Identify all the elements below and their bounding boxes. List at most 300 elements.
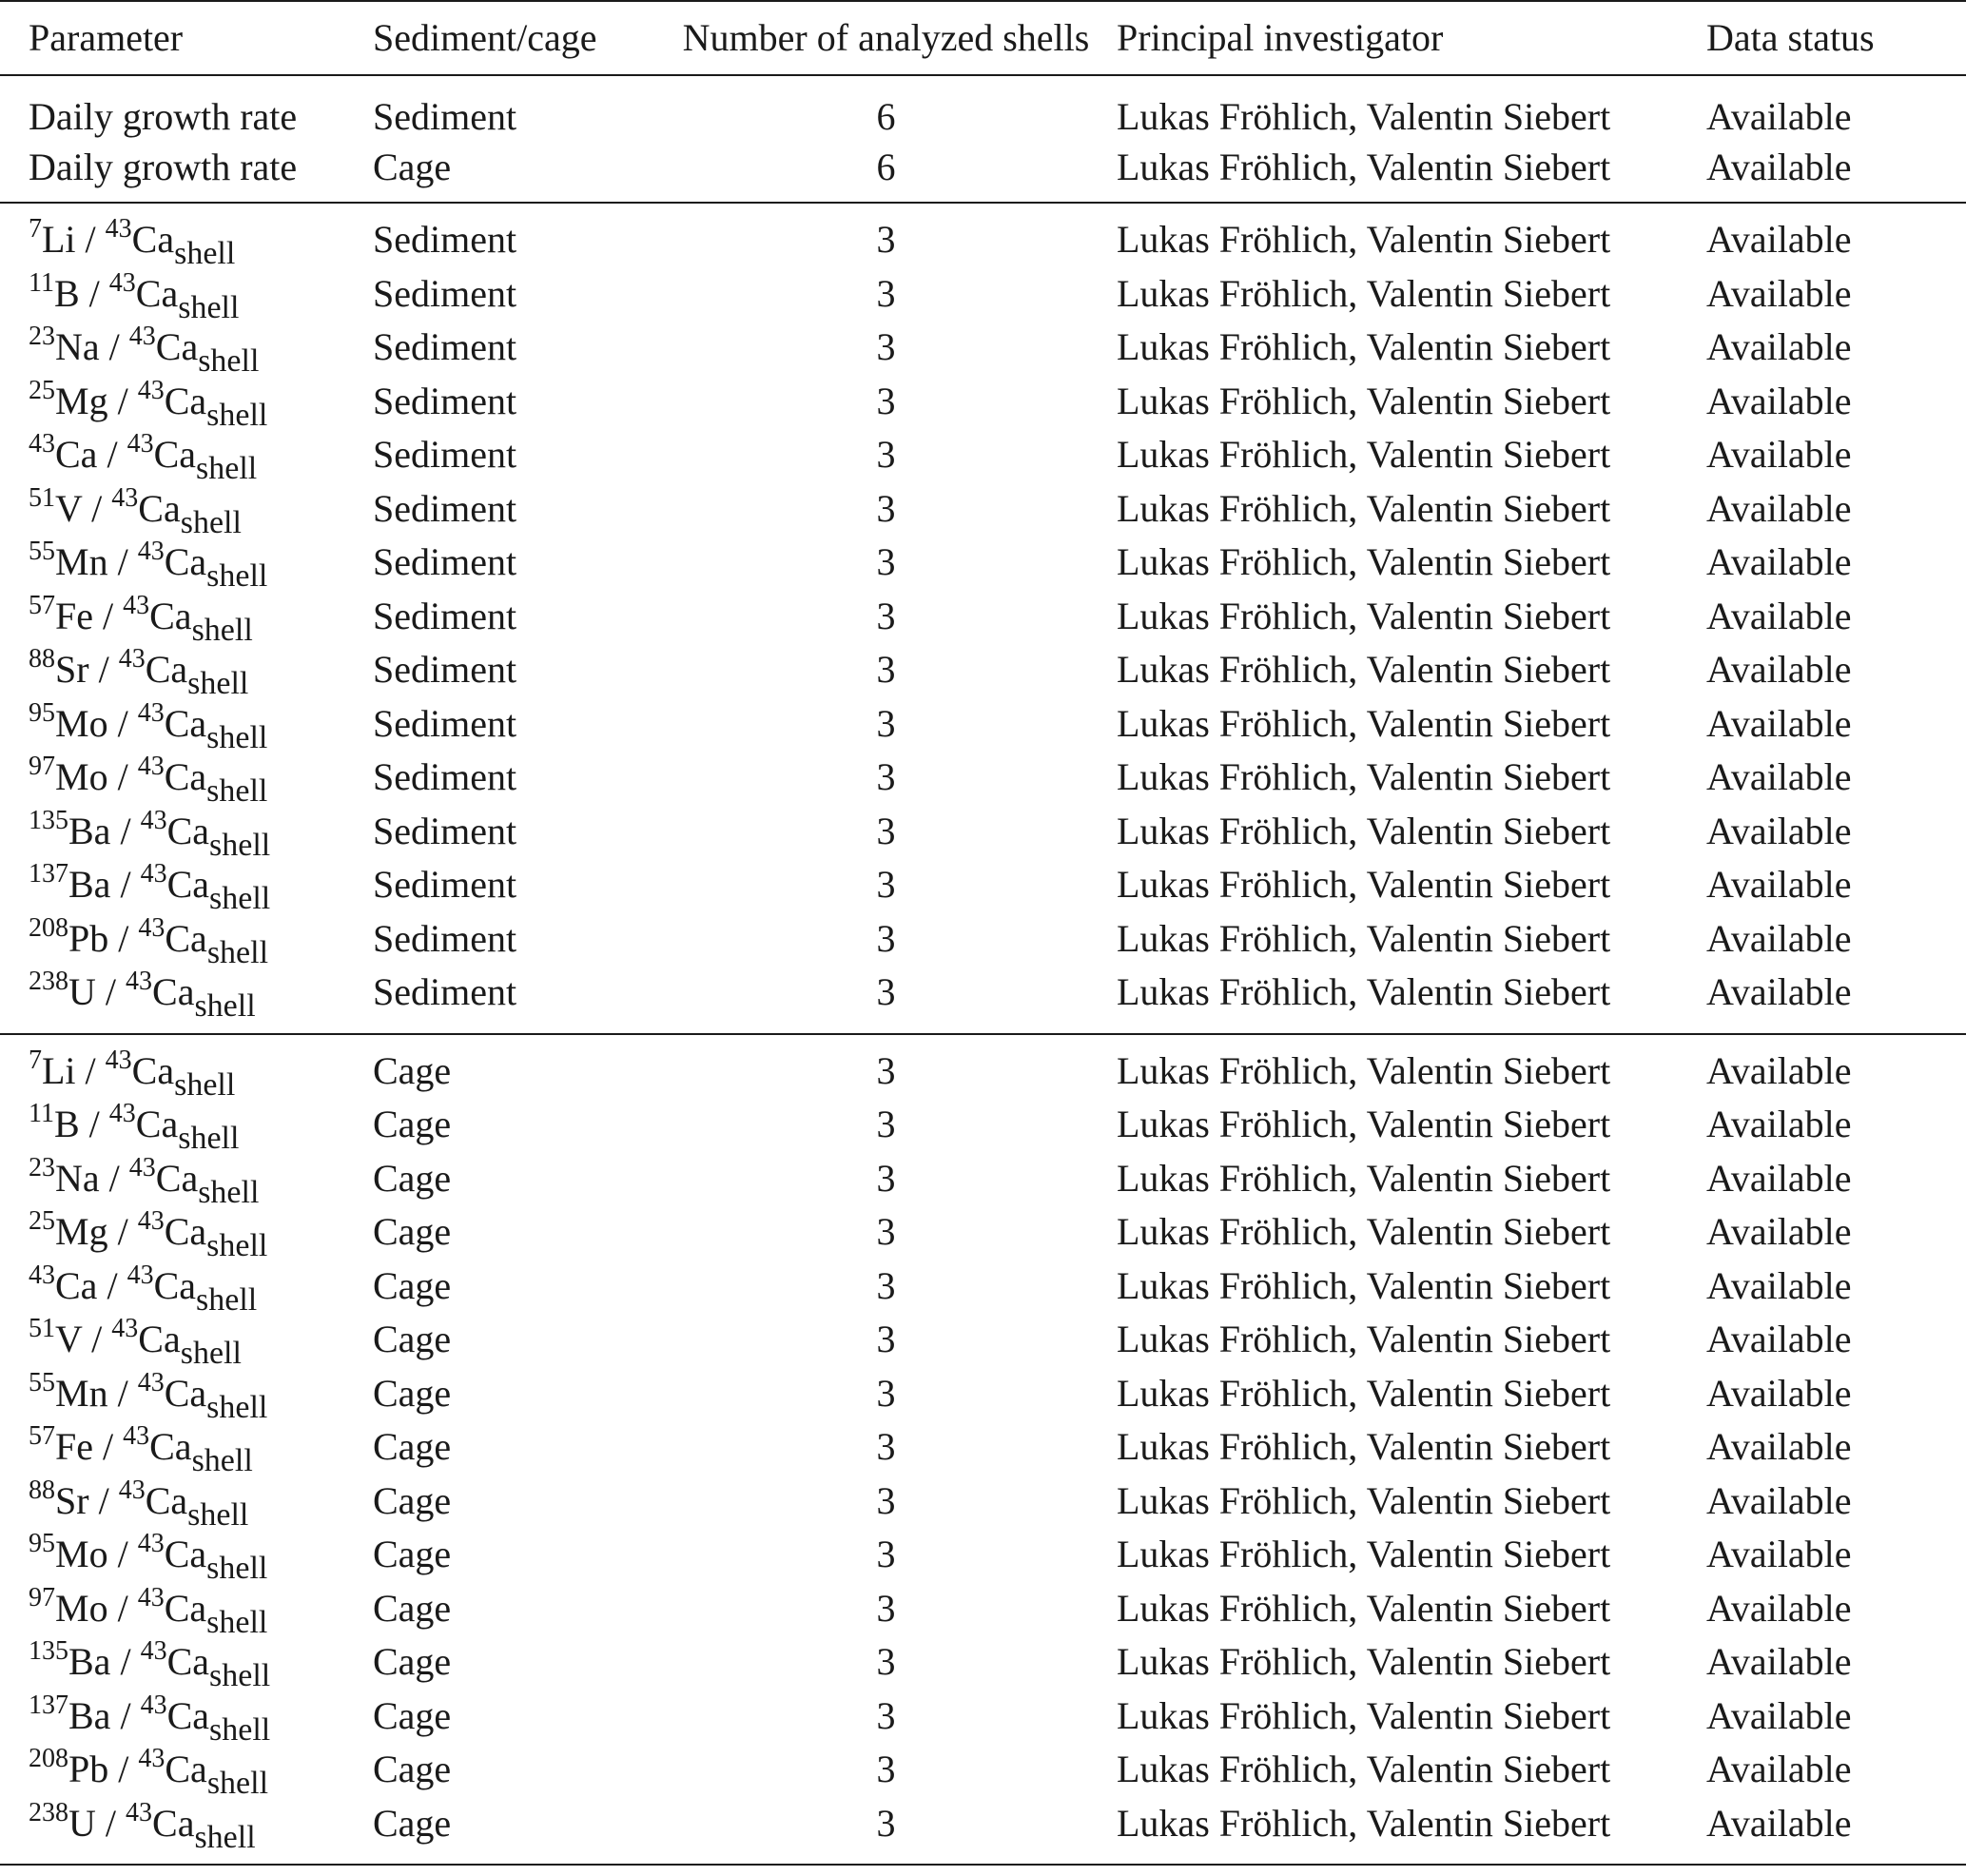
table-row [0, 1034, 1966, 1099]
isotope-mass: 88 [29, 1475, 55, 1505]
isotope-mass: 57 [29, 1421, 55, 1452]
denominator-isotope-mass: 43 [105, 1045, 132, 1075]
investigator-cell: Lukas Fröhlich, Valentin Siebert [1117, 809, 1611, 852]
denominator-subscript: shell [194, 988, 256, 1025]
isotope-mass: 137 [29, 859, 68, 889]
isotope-mass: 7 [29, 214, 42, 244]
sediment-cage-cell: Sediment [373, 379, 517, 422]
denominator-subscript: shell [206, 558, 268, 595]
sediment-cage-cell: Sediment [373, 916, 517, 960]
sediment-cage-cell: Sediment [373, 594, 517, 637]
investigator-cell: Lukas Fröhlich, Valentin Siebert [1117, 701, 1611, 745]
shell-count-cell: 3 [876, 1103, 896, 1146]
table-row [0, 482, 1966, 537]
investigator-cell: Lukas Fröhlich, Valentin Siebert [1117, 755, 1611, 799]
denominator-isotope-mass: 43 [127, 1260, 154, 1290]
denominator-element: Ca [155, 325, 199, 369]
ratio-separator: / [110, 1640, 141, 1684]
status-cell: Available [1706, 1478, 1852, 1522]
status-cell: Available [1706, 1797, 1966, 1866]
sediment-cage-cell: Cage [373, 1533, 452, 1576]
denominator-isotope-mass: 43 [137, 697, 165, 728]
parameter-cell [0, 1690, 373, 1748]
table-row [0, 203, 1966, 267]
table-row [0, 1743, 1966, 1797]
denominator-element: Ca [145, 648, 188, 692]
denominator-subscript: shell [198, 1174, 260, 1210]
sediment-cage-cell: Cage [373, 145, 452, 188]
table-row [0, 1098, 1966, 1152]
denominator-subscript: shell [178, 289, 240, 325]
table-row [0, 1420, 1966, 1475]
denominator-element: Ca [166, 809, 209, 852]
denominator-isotope-mass: 43 [128, 322, 156, 352]
table-row [0, 805, 1966, 859]
sediment-cage-cell: Cage [373, 1103, 452, 1146]
sediment-cage-cell: Sediment [373, 755, 517, 799]
element-symbol: Ba [68, 809, 111, 852]
element-symbol: Fe [55, 1425, 93, 1469]
table-row [0, 1582, 1966, 1636]
parameter-cell [0, 590, 373, 648]
status-cell: Available [1706, 970, 1852, 1014]
sediment-cage-cell: Sediment [373, 970, 517, 1014]
ratio-separator: / [93, 594, 124, 637]
investigator-cell: Lukas Fröhlich, Valentin Siebert [1117, 379, 1611, 422]
ratio-separator: / [95, 970, 127, 1014]
table-row [0, 1260, 1966, 1314]
ratio-separator: / [108, 916, 139, 960]
investigator-cell: Lukas Fröhlich, Valentin Siebert [1117, 1693, 1611, 1737]
status-cell: Available [1706, 1533, 1852, 1576]
element-symbol: B [53, 271, 80, 315]
denominator-subscript: shell [206, 1228, 268, 1264]
table-row [0, 1635, 1966, 1690]
denominator-element: Ca [164, 379, 207, 422]
denominator-subscript: shell [187, 1496, 249, 1533]
denominator-element: Ca [164, 540, 207, 584]
denominator-element: Ca [149, 594, 192, 637]
sediment-cage-cell: Cage [373, 1640, 452, 1684]
denominator-isotope-mass: 43 [111, 482, 139, 513]
denominator-element: Ca [135, 271, 179, 315]
status-cell: Available [1706, 701, 1852, 745]
ratio-separator: / [110, 1693, 141, 1737]
element-symbol: B [53, 1103, 80, 1146]
table-row [0, 1690, 1966, 1744]
shell-count-cell: 3 [876, 594, 896, 637]
investigator-cell: Lukas Fröhlich, Valentin Siebert [1117, 1640, 1611, 1684]
isotope-mass: 238 [29, 967, 68, 997]
ratio-separator: / [79, 1103, 109, 1146]
denominator-element: Ca [152, 970, 195, 1014]
status-cell: Available [1706, 648, 1852, 692]
element-symbol: V [55, 1318, 83, 1361]
parameter-cell [0, 1205, 373, 1264]
denominator-isotope-mass: 43 [108, 1099, 136, 1129]
investigator-cell: Lukas Fröhlich, Valentin Siebert [1117, 203, 1706, 267]
table-row [0, 1367, 1966, 1421]
parameter-cell [0, 428, 373, 487]
status-cell: Available [1706, 863, 1852, 907]
sediment-cage-cell: Cage [373, 1586, 452, 1630]
parameter-cell [0, 1367, 373, 1425]
parameter-cell [0, 643, 373, 702]
denominator-element: Ca [131, 218, 175, 262]
table-row [0, 590, 1966, 644]
element-symbol: Ca [55, 433, 98, 477]
denominator-element: Ca [166, 1693, 209, 1737]
investigator-cell: Lukas Fröhlich, Valentin Siebert [1117, 1156, 1611, 1200]
denominator-subscript: shell [191, 612, 253, 648]
isotope-mass: 95 [29, 1529, 55, 1559]
sediment-cage-cell: Sediment [373, 486, 517, 530]
shell-count-cell: 3 [876, 433, 896, 477]
parameter-cell [0, 1797, 373, 1866]
table-row [0, 375, 1966, 429]
isotope-mass: 238 [29, 1797, 68, 1827]
isotope-mass: 51 [29, 482, 55, 513]
denominator-subscript: shell [180, 504, 242, 540]
ratio-separator: / [75, 1048, 106, 1092]
investigator-cell: Lukas Fröhlich, Valentin Siebert [1117, 1263, 1611, 1307]
denominator-subscript: shell [194, 1819, 256, 1855]
element-symbol: U [68, 1801, 96, 1845]
table-row [0, 75, 1966, 142]
shell-count-cell: 3 [876, 1425, 896, 1469]
denominator-isotope-mass: 43 [127, 429, 154, 459]
sediment-cage-cell: Cage [373, 1797, 655, 1866]
investigator-cell: Lukas Fröhlich, Valentin Siebert [1117, 863, 1611, 907]
status-cell: Available [1706, 203, 1966, 267]
status-cell: Available [1706, 325, 1852, 369]
element-symbol: Fe [55, 594, 93, 637]
denominator-element: Ca [149, 1425, 192, 1469]
denominator-element: Ca [164, 1586, 207, 1630]
header-row [0, 1, 1966, 75]
parameter-cell [0, 1528, 373, 1587]
element-symbol: Na [55, 1156, 100, 1200]
denominator-subscript: shell [178, 1121, 240, 1157]
status-cell: Available [1706, 1103, 1852, 1146]
shell-count-cell: 3 [876, 755, 896, 799]
table-row [0, 1475, 1966, 1529]
investigator-cell: Lukas Fröhlich, Valentin Siebert [1117, 433, 1611, 477]
table-row [0, 428, 1966, 482]
isotope-mass: 23 [29, 322, 55, 352]
shell-count-cell: 3 [655, 203, 1117, 267]
table-row [0, 1313, 1966, 1367]
sediment-cage-cell: Cage [373, 1034, 655, 1099]
denominator-subscript: shell [209, 827, 271, 863]
investigator-cell: Lukas Fröhlich, Valentin Siebert [1117, 145, 1611, 188]
parameter-cell [0, 858, 373, 917]
ratio-separator: / [97, 433, 127, 477]
ratio-separator: / [107, 1371, 138, 1415]
element-symbol: Pb [68, 916, 109, 960]
header-number-of-shells: Number of analyzed shells [655, 1, 1117, 75]
status-cell: Available [1706, 755, 1852, 799]
denominator-element: Ca [166, 1640, 209, 1684]
isotope-mass: 11 [29, 267, 54, 298]
sediment-cage-cell: Cage [373, 1210, 452, 1254]
denominator-isotope-mass: 43 [137, 1582, 165, 1612]
element-symbol: Mo [55, 701, 108, 745]
investigator-cell: Lukas Fröhlich, Valentin Siebert [1117, 1478, 1611, 1522]
ratio-separator: / [108, 1748, 139, 1791]
denominator-subscript: shell [174, 236, 236, 272]
investigator-cell: Lukas Fröhlich, Valentin Siebert [1117, 970, 1611, 1014]
ratio-separator: / [79, 271, 109, 315]
table-row [0, 536, 1966, 590]
element-symbol: Ba [68, 863, 111, 907]
parameter-cell [0, 1743, 373, 1802]
shell-count-cell: 3 [876, 1318, 896, 1361]
growth-rate-group [0, 75, 1966, 203]
element-symbol: Li [42, 1048, 76, 1092]
element-symbol: Mo [55, 1586, 108, 1630]
table-row [0, 697, 1966, 752]
element-symbol: Mg [55, 379, 108, 422]
isotope-mass: 88 [29, 644, 55, 674]
shell-count-cell: 3 [876, 1586, 896, 1630]
denominator-subscript: shell [196, 1281, 258, 1318]
investigator-cell: Lukas Fröhlich, Valentin Siebert [1117, 486, 1611, 530]
table-row [0, 858, 1966, 912]
parameter-cell [0, 1635, 373, 1694]
isotope-mass: 51 [29, 1314, 55, 1344]
shell-count-cell: 3 [876, 916, 896, 960]
investigator-cell: Lukas Fröhlich, Valentin Siebert [1117, 916, 1611, 960]
status-cell: Available [1706, 1425, 1852, 1469]
denominator-isotope-mass: 43 [137, 752, 165, 782]
denominator-subscript: shell [187, 666, 249, 702]
sediment-cage-cell: Sediment [373, 203, 655, 267]
shell-count-cell: 3 [876, 1693, 896, 1737]
denominator-subscript: shell [206, 1551, 268, 1587]
denominator-element: Ca [155, 1156, 199, 1200]
investigator-cell: Lukas Fröhlich, Valentin Siebert [1117, 1748, 1611, 1791]
status-cell: Available [1706, 271, 1852, 315]
shell-count-cell: 3 [876, 701, 896, 745]
table-row [0, 966, 1966, 1034]
parameter-cell [0, 1420, 373, 1479]
denominator-subscript: shell [209, 1711, 271, 1748]
denominator-subscript: shell [196, 451, 258, 487]
table-row [0, 1528, 1966, 1582]
ratio-separator: / [107, 1210, 138, 1254]
denominator-isotope-mass: 43 [140, 859, 167, 889]
shell-count-cell: 6 [876, 145, 896, 188]
sediment-cage-cell: Cage [373, 1478, 452, 1522]
denominator-isotope-mass: 43 [140, 1690, 167, 1720]
denominator-isotope-mass: 43 [137, 375, 165, 405]
denominator-isotope-mass: 43 [123, 1421, 150, 1452]
parameter-cell [0, 912, 373, 970]
shell-count-cell: 3 [876, 486, 896, 530]
element-symbol: Pb [68, 1748, 109, 1791]
ratio-separator: / [107, 701, 138, 745]
isotope-mass: 97 [29, 1582, 55, 1612]
shell-count-cell: 3 [655, 1034, 1117, 1099]
ratio-separator: / [110, 809, 141, 852]
denominator-subscript: shell [206, 1389, 268, 1425]
parameter-cell [0, 697, 373, 755]
denominator-subscript: shell [206, 934, 269, 970]
investigator-cell: Lukas Fröhlich, Valentin Siebert [1117, 1371, 1611, 1415]
shell-count-cell: 3 [876, 1371, 896, 1415]
parameter-cell [0, 267, 373, 325]
element-symbol: Mo [55, 1533, 108, 1576]
investigator-cell: Lukas Fröhlich, Valentin Siebert [1117, 1425, 1611, 1469]
denominator-element: Ca [145, 1478, 188, 1522]
denominator-isotope-mass: 43 [108, 267, 136, 298]
ratio-separator: / [99, 325, 129, 369]
sediment-cage-cell: Sediment [373, 433, 517, 477]
sediment-cage-cell: Cage [373, 1263, 452, 1307]
investigator-cell: Lukas Fröhlich, Valentin Siebert [1117, 1318, 1611, 1361]
parameter-cell [0, 966, 373, 1034]
table-row [0, 1205, 1966, 1260]
denominator-element: Ca [138, 1318, 181, 1361]
denominator-subscript: shell [209, 1658, 271, 1694]
isotope-mass: 208 [29, 1744, 68, 1774]
denominator-isotope-mass: 43 [138, 1744, 165, 1774]
sediment-cage-cell: Cage [373, 1693, 452, 1737]
isotope-mass: 7 [29, 1045, 42, 1075]
sediment-cage-cell: Sediment [373, 809, 517, 852]
denominator-element: Ca [164, 755, 207, 799]
isotope-mass: 25 [29, 375, 55, 405]
denominator-isotope-mass: 43 [105, 214, 132, 244]
investigator-cell: Lukas Fröhlich, Valentin Siebert [1117, 1034, 1706, 1099]
ratio-separator: / [107, 1533, 138, 1576]
parameter-cell [0, 482, 373, 540]
shell-count-cell: 3 [876, 648, 896, 692]
ratio-separator: / [82, 486, 112, 530]
investigator-cell: Lukas Fröhlich, Valentin Siebert [1117, 648, 1611, 692]
ratio-separator: / [107, 540, 138, 584]
status-cell: Available [1706, 1263, 1852, 1307]
investigator-cell: Lukas Fröhlich, Valentin Siebert [1117, 1103, 1611, 1146]
element-symbol: Ba [68, 1693, 111, 1737]
sediment-cage-cell: Sediment [373, 863, 517, 907]
sediment-cage-cell: Cage [373, 1748, 452, 1791]
shell-count-cell: 3 [876, 271, 896, 315]
shell-count-cell: 3 [876, 325, 896, 369]
denominator-isotope-mass: 43 [128, 1152, 156, 1182]
denominator-element: Ca [131, 1048, 175, 1092]
parameter-cell: Daily growth rate [29, 94, 298, 138]
sediment-cage-cell: Sediment [373, 701, 517, 745]
investigator-cell: Lukas Fröhlich, Valentin Siebert [1117, 540, 1611, 584]
denominator-element: Ca [164, 1371, 207, 1415]
ratio-separator: / [82, 1318, 112, 1361]
table-row [0, 321, 1966, 375]
element-symbol: Sr [55, 1478, 89, 1522]
sediment-cage-cell: Cage [373, 1425, 452, 1469]
element-symbol: Na [55, 325, 100, 369]
shell-count-cell: 3 [876, 379, 896, 422]
shell-count-cell: 3 [876, 863, 896, 907]
parameter-cell [0, 1475, 373, 1533]
status-cell: Available [1706, 145, 1852, 188]
element-symbol: Mg [55, 1210, 108, 1254]
shell-count-cell: 3 [876, 1263, 896, 1307]
parameter-cell [0, 1152, 373, 1210]
investigator-cell: Lukas Fröhlich, Valentin Siebert [1117, 1210, 1611, 1254]
investigator-cell: Lukas Fröhlich, Valentin Siebert [1117, 94, 1611, 138]
denominator-isotope-mass: 43 [137, 537, 165, 567]
denominator-subscript: shell [198, 343, 260, 380]
denominator-isotope-mass: 43 [137, 1367, 165, 1397]
element-symbol: Mn [55, 540, 108, 584]
parameter-cell [0, 375, 373, 433]
shell-count-cell: 3 [876, 1156, 896, 1200]
table-row [0, 751, 1966, 805]
shell-count-cell: 3 [876, 809, 896, 852]
ratio-separator: / [93, 1425, 124, 1469]
ratio-separator: / [99, 1156, 129, 1200]
isotope-mass: 97 [29, 752, 55, 782]
isotope-mass: 43 [29, 1260, 55, 1290]
isotope-mass: 95 [29, 697, 55, 728]
denominator-isotope-mass: 43 [140, 1636, 167, 1667]
isotope-mass: 137 [29, 1690, 68, 1720]
table-row [0, 912, 1966, 967]
element-symbol: U [68, 970, 96, 1014]
ratio-separator: / [95, 1801, 127, 1845]
header-data-status: Data status [1706, 1, 1966, 75]
sediment-cage-cell: Sediment [373, 94, 517, 138]
element-symbol: V [55, 486, 83, 530]
denominator-element: Ca [165, 1748, 207, 1791]
parameter-cell [0, 1034, 373, 1103]
denominator-isotope-mass: 43 [137, 1529, 165, 1559]
investigator-cell: Lukas Fröhlich, Valentin Siebert [1117, 594, 1611, 637]
denominator-isotope-mass: 43 [118, 1475, 146, 1505]
status-cell: Available [1706, 1640, 1852, 1684]
parameter-cell [0, 203, 373, 272]
sediment-cage-cell: Cage [373, 1318, 452, 1361]
parameter-cell: Daily growth rate [29, 145, 298, 188]
status-cell: Available [1706, 594, 1852, 637]
status-cell: Available [1706, 1156, 1852, 1200]
parameter-cell [0, 1098, 373, 1157]
header-sediment-cage: Sediment/cage [373, 1, 655, 75]
status-cell: Available [1706, 1748, 1852, 1791]
denominator-element: Ca [135, 1103, 179, 1146]
status-cell: Available [1706, 1371, 1852, 1415]
denominator-element: Ca [164, 1533, 207, 1576]
table-row [0, 1797, 1966, 1866]
status-cell: Available [1706, 1693, 1852, 1737]
table-header [0, 1, 1966, 75]
isotope-mass: 135 [29, 805, 68, 835]
investigator-cell: Lukas Fröhlich, Valentin Siebert [1117, 1586, 1611, 1630]
denominator-element: Ca [138, 486, 181, 530]
isotope-mass: 57 [29, 590, 55, 620]
isotope-mass: 11 [29, 1099, 54, 1129]
sediment-cage-cell: Sediment [373, 325, 517, 369]
element-symbol: Sr [55, 648, 89, 692]
denominator-subscript: shell [174, 1066, 236, 1103]
status-cell: Available [1706, 1210, 1852, 1254]
sediment-ratio-group [0, 203, 1966, 1034]
cage-ratio-group [0, 1034, 1966, 1866]
ratio-separator: / [97, 1263, 127, 1307]
isotope-mass: 208 [29, 912, 68, 943]
